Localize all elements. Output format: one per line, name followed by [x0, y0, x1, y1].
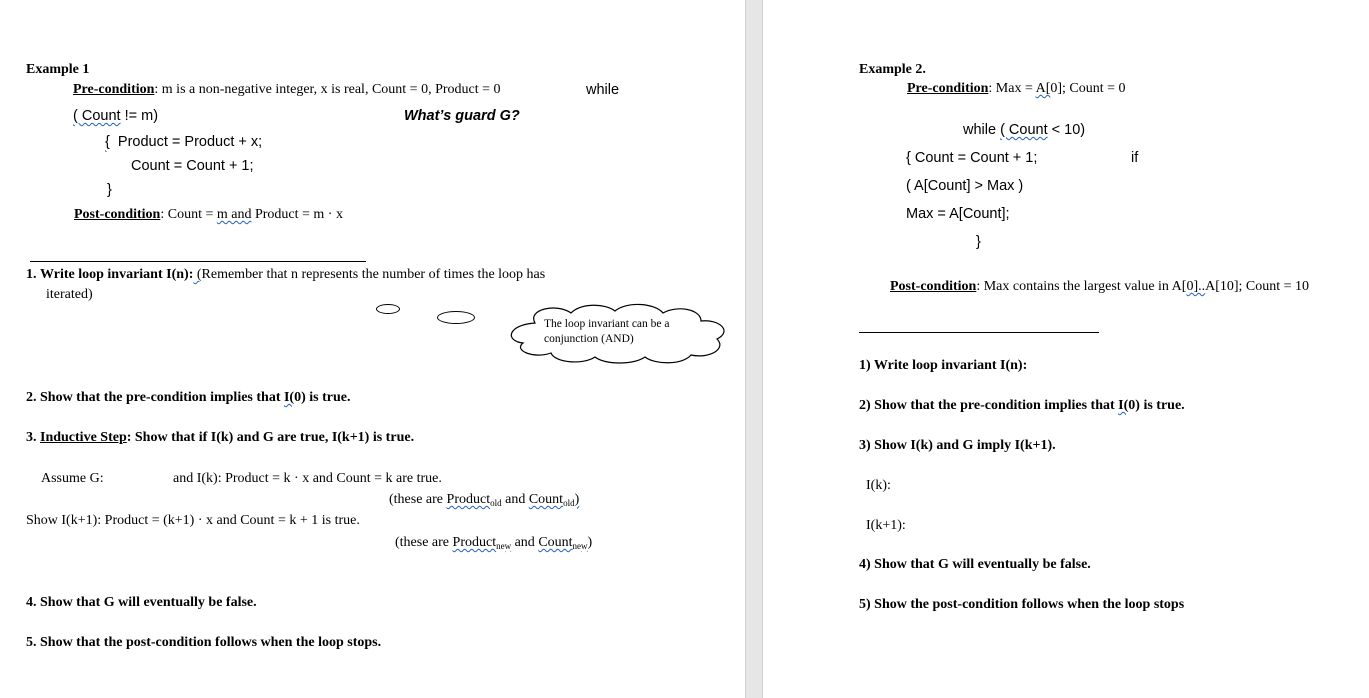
- q2-text: 2. Show that the pre-condition implies that: [26, 390, 284, 405]
- loop-body-product: Product = Product + x;: [117, 134, 263, 150]
- question-4: 4. Show that G will eventually be false.: [26, 595, 257, 610]
- question-5: 5. Show that the post-condition follows when the loop stops.: [26, 635, 382, 650]
- q1-note-continued: iterated): [46, 287, 93, 302]
- ex2-while-rest: < 10): [1047, 122, 1086, 138]
- new-note-and: and: [511, 535, 539, 550]
- loop-condition-rest: != m): [120, 108, 159, 124]
- ex2-precondition-b: 0]; Count = 0: [1050, 81, 1126, 96]
- product-new-sub: new: [496, 541, 512, 551]
- page-gap: [745, 0, 763, 698]
- old-note-prefix: (these are: [389, 492, 447, 507]
- ex2-if-keyword: if: [1131, 150, 1139, 166]
- count-new-sub: new: [572, 541, 588, 551]
- ex2-ik: I(k):: [866, 478, 891, 493]
- ex2-precondition-a: : Max =: [988, 81, 1036, 96]
- loop-body-count: Count = Count + 1;: [131, 158, 254, 174]
- postcondition-line: [74, 207, 343, 223]
- ex2-question-3: 3) Show I(k) and G imply I(k+1).: [859, 438, 1056, 453]
- ex2-postcondition-c: A[10]; Count = 10: [1205, 279, 1310, 294]
- count-old-word: Count: [528, 492, 564, 507]
- product-new-word: Product: [452, 535, 497, 550]
- new-note-prefix: (these are: [395, 535, 453, 550]
- postcondition-label: Post-condition: [74, 207, 161, 222]
- ex2-while-kw: while: [963, 122, 1001, 138]
- ex2-body-condition: ( A[Count] > Max ): [906, 178, 1024, 194]
- new-note-close: ): [587, 535, 593, 550]
- ex2-postcondition-a: : Max contains the largest value in A[: [976, 279, 1187, 294]
- ex2-postcondition-label: Post-condition: [890, 279, 977, 294]
- old-note-and: and: [501, 492, 529, 507]
- ex2-while-cond: ( Count: [1000, 122, 1048, 138]
- q2-tail: 0) is true.: [294, 390, 351, 405]
- loop-condition: [73, 108, 158, 125]
- postcondition-text-b: m and: [216, 207, 252, 222]
- thought-cloud-text: The loop invariant can be a conjunction (AND): [544, 318, 670, 345]
- ex2-precondition-label: Pre-condition: [907, 81, 989, 96]
- brace-open: {: [105, 134, 110, 150]
- precondition-line: [73, 82, 501, 98]
- assume-g: Assume G:: [41, 471, 104, 486]
- ex2-postcondition-b: 0]..: [1186, 279, 1206, 294]
- while-keyword: while: [586, 82, 620, 98]
- product-old-word: Product: [446, 492, 491, 507]
- ex2-q2-text: 2) Show that the pre-condition implies that: [859, 398, 1119, 413]
- postcondition-text-a: : Count =: [160, 207, 217, 222]
- loop-condition-open: ( Count: [73, 108, 121, 124]
- count-old-sub: old: [563, 498, 575, 508]
- ex2-precondition-a0: A[: [1035, 81, 1051, 96]
- q1-paren: (: [193, 267, 202, 282]
- question-2: [26, 390, 351, 406]
- ex2-q2-tail: 0) is true.: [1128, 398, 1185, 413]
- q1-note: Remember that n represents the number of times the loop has: [201, 267, 546, 282]
- postcondition-text-c: Product = m · x: [251, 207, 343, 222]
- example2-title: Example 2.: [859, 62, 926, 77]
- old-values-note: [389, 492, 579, 508]
- ex2-postcondition-line: [890, 279, 1309, 295]
- assume-ik: and I(k): Product = k · x and Count = k are true.: [173, 471, 442, 486]
- ex2-question-5: 5) Show the post-condition follows when the loop stops: [859, 597, 1185, 612]
- question-3: [26, 430, 414, 446]
- q3-label: Inductive Step: [40, 430, 127, 445]
- count-old: [529, 492, 579, 507]
- separator-rule: [30, 261, 366, 262]
- q2-i0: I(: [283, 390, 295, 405]
- ex2-ik1: I(k+1):: [866, 518, 906, 533]
- count-new: [538, 535, 587, 550]
- ex2-question-2: [859, 398, 1185, 414]
- count-new-word: Count: [538, 535, 573, 550]
- ex2-question-1: 1) Write loop invariant I(n):: [859, 358, 1028, 373]
- document-page-right: [763, 0, 1369, 698]
- product-old: [447, 492, 502, 507]
- product-new: [453, 535, 512, 550]
- product-old-sub: old: [490, 498, 502, 508]
- guard-question: What’s guard G?: [404, 108, 520, 124]
- ex2-body-max: Max = A[Count];: [906, 206, 1010, 222]
- q3-text: : Show that if I(k) and G are true, I(k+1) is true.: [126, 430, 415, 445]
- ex2-precondition-line: [907, 81, 1126, 97]
- q1-number: 1.: [26, 267, 37, 282]
- new-values-note: [395, 535, 592, 551]
- ex2-body-count: { Count = Count + 1;: [906, 150, 1038, 166]
- thought-dot-small: [376, 304, 400, 314]
- precondition-label: Pre-condition: [73, 82, 155, 97]
- old-note-close: ): [574, 492, 580, 507]
- example1-title: Example 1: [26, 62, 90, 77]
- ex2-brace-close: }: [976, 234, 981, 250]
- ex2-question-4: 4) Show that G will eventually be false.: [859, 557, 1091, 572]
- q1-label: Write loop invariant I(n):: [40, 267, 194, 282]
- show-line: Show I(k+1): Product = (k+1) · x and Count = k + 1 is true.: [26, 513, 360, 528]
- thought-dot-large: [437, 311, 475, 324]
- question-1: [26, 267, 545, 283]
- ex2-q2-i0: I(: [1118, 398, 1129, 413]
- loop-body-line-1: [105, 134, 262, 151]
- brace-close: }: [107, 182, 112, 198]
- ex2-separator-rule: [859, 332, 1099, 333]
- precondition-text: : m is a non-negative integer, x is real, Count = 0, Product = 0: [154, 82, 501, 97]
- ex2-while-line: [963, 122, 1085, 139]
- q3-number: 3.: [26, 430, 37, 445]
